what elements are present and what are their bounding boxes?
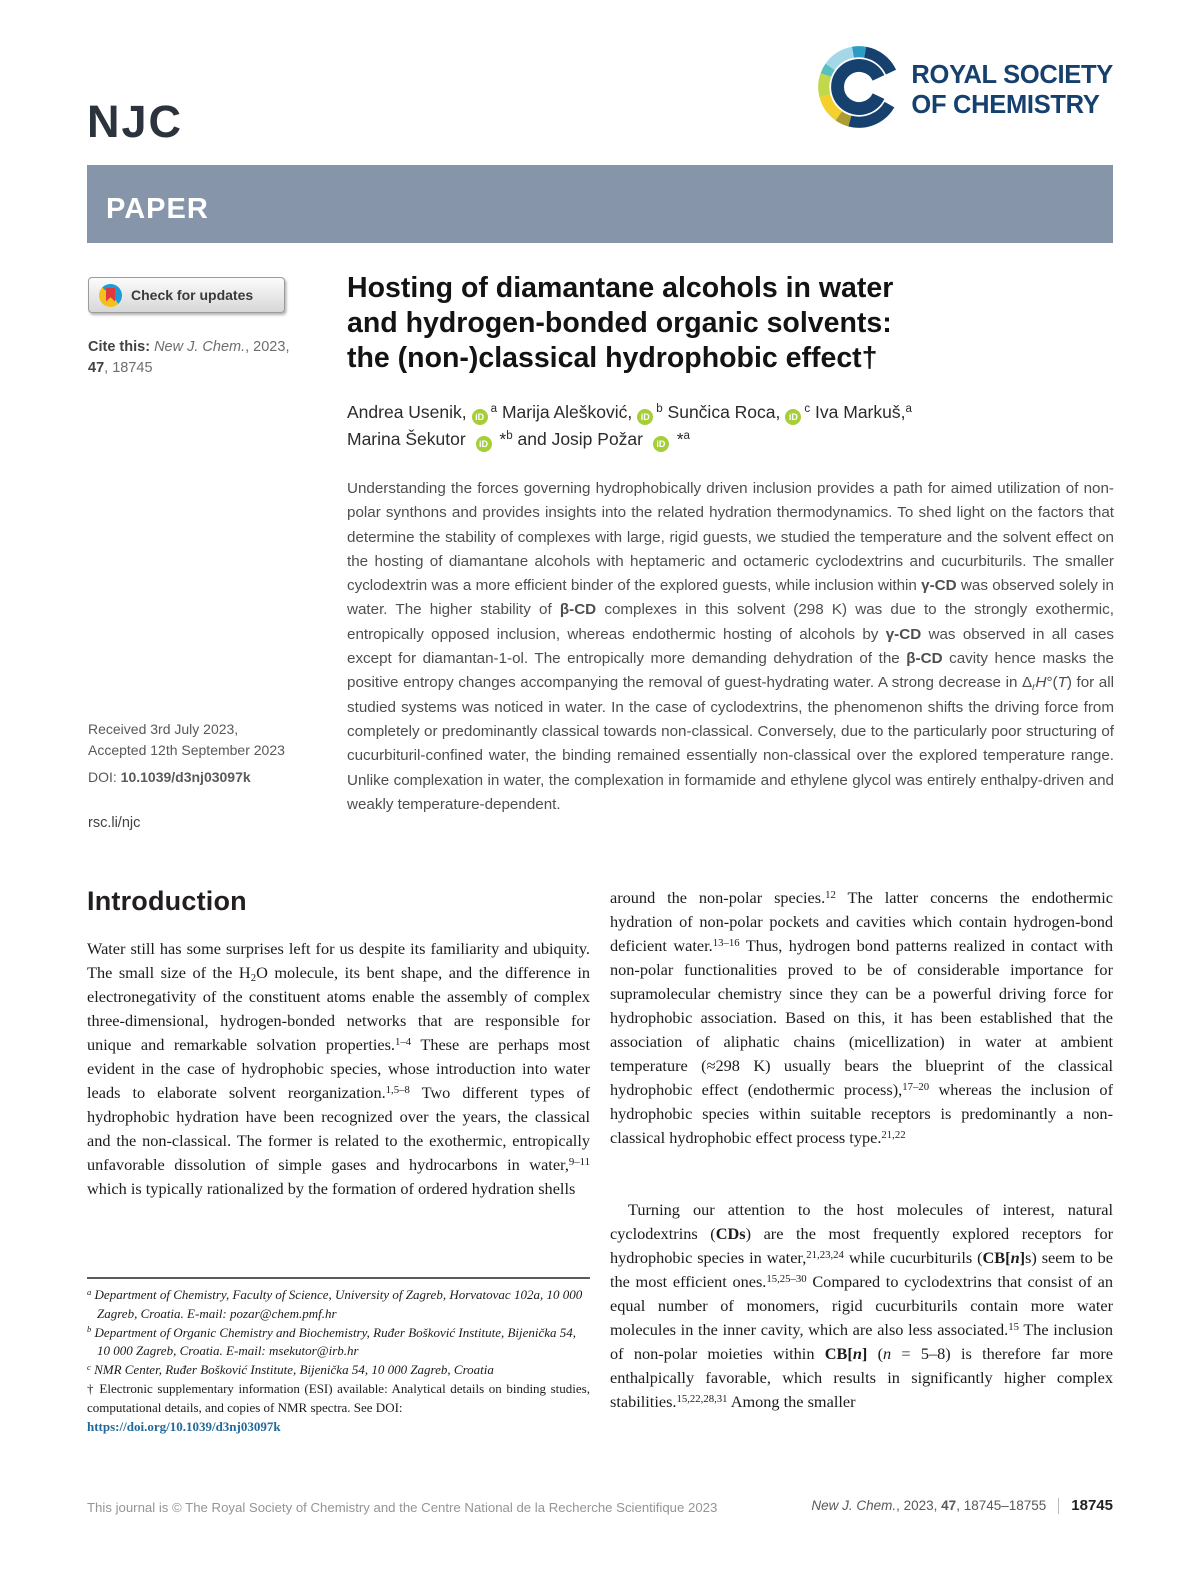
affiliations-rule (87, 1277, 590, 1279)
rsc-logo (816, 44, 1113, 135)
paper-banner-label: PAPER (106, 192, 209, 225)
footer-citation-group (811, 1497, 1113, 1514)
received-date: Received 3rd July 2023, (88, 721, 239, 737)
orcid-icon[interactable]: iD (472, 409, 488, 425)
cite-this: Cite this: New J. Chem., 2023, 47, 18745 (88, 339, 290, 376)
author-list (347, 399, 1087, 453)
affiliation-c: $^c$ NMR Center, Ruđer Bošković Institute, Bijenička 54, 10 000 Zagreb, Croatia (87, 1362, 494, 1378)
paper-banner (87, 165, 1113, 243)
intro-paragraph-left: Water still has some surprises left for us despite its familiarity and ubiquity. The small size of the $H_2O$ molecule, its bent shape, and the difference in electronegativity of the constituent atoms enable the assembly of complex three-dimensional, hydrogen-bonded networks that are responsible for unique and remarkable solvation properties.$^{1-4}$ These are perhaps most evident in the case of hydrophobic species, whose introduction into water leads to elaborate solvent reorganization.$^{1,5-8}$ Two different types of hydrophobic hydration have been recognized over the years, the classical and the non-classical. The former is related to the exothermic, entropically unfavorable dissolution of simple gases and hydrocarbons in water,$^{9-11}$ which is typically rationalized by the formation of ordered hydration shells (87, 939, 591, 1198)
check-for-updates-label: Check for updates (131, 287, 254, 303)
accepted-date: Accepted 12th September 2023 (88, 742, 285, 758)
affiliation-a: $^a$ Department of Chemistry, Faculty of Science, University of Zagreb, Horvatovac 102a, 10 000 Zagreb, Croatia. E-mail: pozar@chem.pmf.hr (87, 1286, 583, 1321)
orcid-icon[interactable]: iD (785, 409, 801, 425)
author-line-2: Marina Šekutor iD *$^b$ and Josip Požar iD *$^a$ (347, 426, 1087, 453)
orcid-icon[interactable]: iD (637, 409, 653, 425)
title-line-3: the (non-)classical hydrophobic effect† (347, 342, 878, 374)
affiliations-block (87, 1286, 590, 1436)
orcid-icon[interactable]: iD (476, 436, 492, 452)
rsc-logo-text: ROYAL SOCIETY OF CHEMISTRY (911, 60, 1113, 119)
abstract: Understanding the forces governing hydrophobically driven inclusion provides a path for aimed utilization of non-polar synthons and provides insights into the related hydration thermodynamics. To shed light on the factors that determine the stability of complexes with large, rigid guests, we studied the temperature and the solvent effect on the hosting of diamantane alcohols with heptameric and octameric cyclodextrins and cucurbiturils. The smaller cyclodextrin was a more efficient binder of the explored guests, while inclusion within γ-CD was observed solely in water. The higher stability of β-CD complexes in this solvent (298 K) was due to the strongly exothermic, entropically opposed inclusion, whereas endothermic hosting of alcohols by γ-CD was observed in all cases except for diamantan-1-ol. The entropically more demanding dehydration of the β-CD cavity hence masks the positive entropy changes accompanying the removal of guest-hydrating water. A strong decrease in $\Delta_rH^\circ(T)$ for all studied systems was noticed in water. In the case of cyclodextrins, the phenomenon shifts the driving force from completely or predominantly classical towards non-classical. Conversely, due to the particularly poor structuring of cucurbituril-confined water, the binding remained essentially non-classical over the explored temperature range. Unlike complexation in water, the complexation in formamide and ethylene glycol was entirely enthalpy-driven and weakly temperature-dependent. (347, 480, 1115, 813)
intro-paragraph-right-2: Turning our attention to the host molecules of interest, natural cyclodextrins (CDs) are the most frequently explored receptors for hydrophobic species in water,$^{21,23,24}$ while cucurbiturils (CB[n]s) seem to be the most efficient ones.$^{15,25-30}$ Compared to cyclodextrins that consist of an equal number of monomers, rigid cucurbiturils contain more water molecules in the inner cavity, which are also less associated.$^{15}$ The inclusion of non-polar moieties within CB[n] (n = 5–8) is therefore far more enthalpically favorable, which results in significantly higher complex stabilities.$^{15,22,28,31}$ Among the smaller (610, 1200, 1114, 1411)
intro-paragraph-right-1: around the non-polar species.$^{12}$ The latter concerns the endothermic hydration of non-polar pockets and cavities which contain hydrogen-bond deficient water.$^{13-16}$ Thus, hydrogen bond patterns realized in contact with non-polar functionalities proved to be of considerable importance for supramolecular chemistry since they can be a powerful driving force for hydrophobic association. Based on this, it has been established that the association of aliphatic chains (micellization) in water at ambient temperature (≈298 K) usually bears the blueprint of the classical hydrophobic effect (endothermic process),$^{17-20}$ whereas the inclusion of hydrophobic species within suitable receptors is predominantly a non-classical hydrophobic effect process type.$^{21,22}$ (610, 888, 1113, 1147)
rsc-logo-icon (816, 44, 902, 135)
doi: DOI: 10.1039/d3nj03097k (88, 769, 251, 785)
affiliation-b: $^b$ Department of Organic Chemistry and Biochemistry, Ruđer Bošković Institute, Bijenička 54, 10 000 Zagreb, Croatia. E-mail: msekutor@irb.hr (87, 1324, 577, 1359)
footer-copyright: This journal is © The Royal Society of Chemistry and the Centre National de la Recherche Scientifique 2023 (87, 1500, 718, 1515)
crossmark-icon (99, 284, 122, 307)
title-line-1: Hosting of diamantane alcohols in water (347, 272, 894, 304)
esi-doi-link[interactable]: https://doi.org/10.1039/d3nj03097k (87, 1418, 281, 1434)
author-line-1: Andrea Usenik, $iD^a$ Marija Alešković, $iD^b$ Sunčica Roca, $iD^c$ Iva Markuš,$^a$ (347, 399, 1087, 426)
received-accepted (88, 719, 338, 761)
check-for-updates-button[interactable] (88, 277, 285, 313)
footer-page-number: 18745 (1071, 1497, 1113, 1514)
orcid-icon[interactable]: iD (653, 436, 669, 452)
esi-note: † Electronic supplementary information (ESI) available: Analytical details on binding studies, computational details, and copies of NMR spectra. See DOI: (87, 1380, 590, 1415)
rsc-njc-link[interactable]: rsc.li/njc (88, 815, 141, 831)
title-line-2: and hydrogen-bonded organic solvents: (347, 307, 892, 339)
footer-separator (1058, 1498, 1059, 1514)
article-title (347, 271, 1087, 376)
njc-logo: NJC (87, 96, 184, 147)
footer-citation: New J. Chem., 2023, 47, 18745–18755 (811, 1498, 1047, 1513)
section-title-introduction: Introduction (87, 886, 247, 916)
